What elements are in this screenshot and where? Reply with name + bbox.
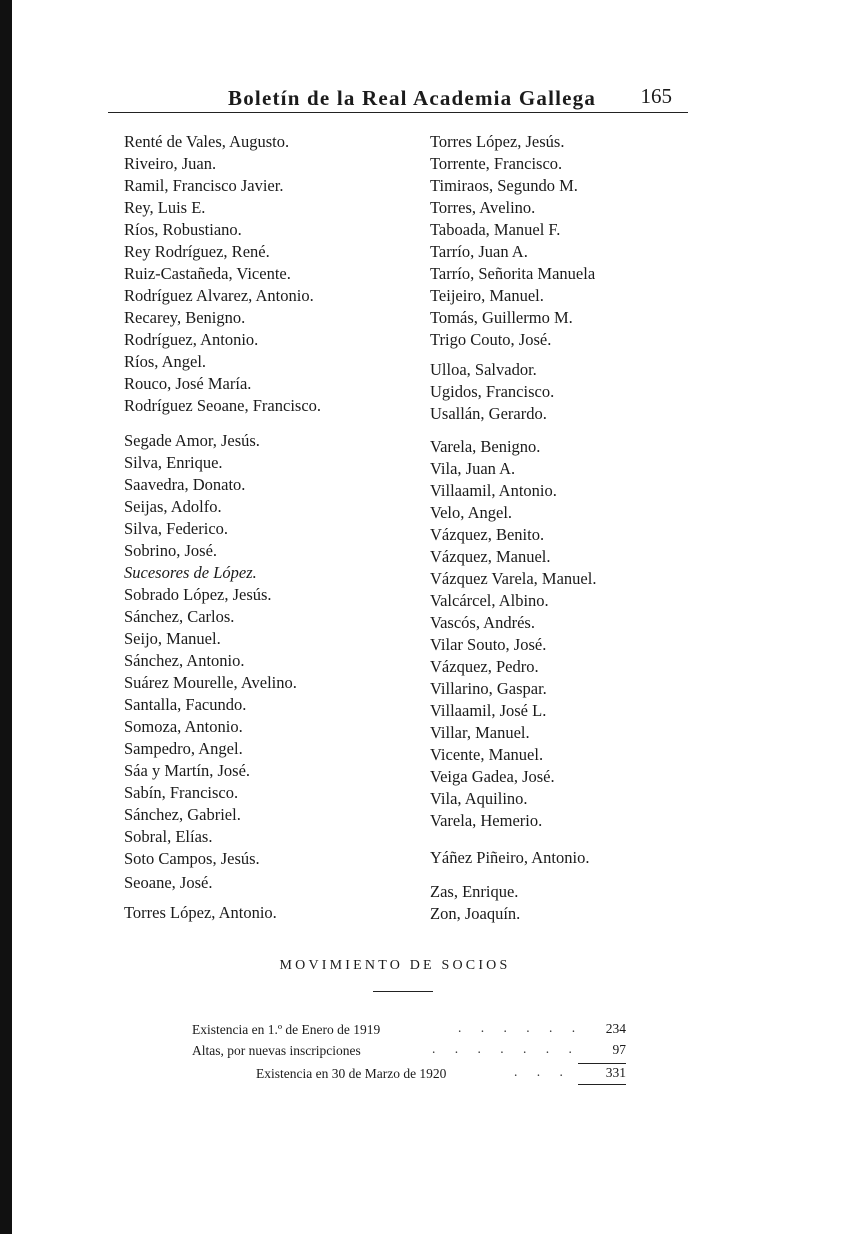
list-item: Rodríguez Alvarez, Antonio.: [124, 286, 314, 305]
list-item: Ríos, Angel.: [124, 352, 207, 371]
list-item: Riveiro, Juan.: [124, 154, 217, 173]
list-item: Zon, Joaquín.: [430, 904, 521, 923]
leader-dots: . . .: [514, 1064, 571, 1079]
page-edge-shadow: [0, 0, 12, 1234]
list-item: Seijas, Adolfo.: [124, 497, 222, 516]
list-item: Silva, Enrique.: [124, 453, 223, 472]
list-item: Veiga Gadea, José.: [430, 767, 555, 786]
list-item: Vila, Aquilino.: [430, 789, 528, 808]
list-item: Tarrío, Señorita Manuela: [430, 264, 596, 283]
list-item: Ríos, Robustiano.: [124, 220, 242, 239]
list-item: Ruiz-Castañeda, Vicente.: [124, 264, 291, 283]
list-item: Villaamil, José L.: [430, 701, 547, 720]
list-item: Teijeiro, Manuel.: [430, 286, 544, 305]
journal-title: Boletín de la Real Academia Gallega: [228, 86, 597, 110]
list-item: Silva, Federico.: [124, 519, 229, 538]
list-item: Sobral, Elías.: [124, 827, 213, 846]
list-item: Zas, Enrique.: [430, 882, 519, 901]
list-item: Santalla, Facundo.: [124, 695, 247, 714]
list-item: Varela, Hemerio.: [430, 811, 543, 830]
list-item: Soto Campos, Jesús.: [124, 849, 260, 868]
section-title: MOVIMIENTO DE SOCIOS: [279, 958, 511, 973]
list-item: Timiraos, Segundo M.: [430, 176, 578, 195]
sum-rule: [578, 1063, 626, 1064]
list-item: Suárez Mourelle, Avelino.: [124, 673, 297, 692]
list-item: Ramil, Francisco Javier.: [124, 176, 284, 195]
header-rule: [108, 112, 688, 113]
list-item: Valcárcel, Albino.: [430, 591, 549, 610]
list-item: Seijo, Manuel.: [124, 629, 221, 648]
list-item: Ugidos, Francisco.: [430, 382, 555, 401]
list-item: Segade Amor, Jesús.: [124, 431, 260, 450]
movement-label: Existencia en 30 de Marzo de 1920: [256, 1066, 447, 1081]
list-item: Villarino, Gaspar.: [430, 679, 547, 698]
list-item: Saavedra, Donato.: [124, 475, 246, 494]
movement-value: 331: [605, 1065, 626, 1080]
list-item: Somoza, Antonio.: [124, 717, 243, 736]
list-item: Rouco, José María.: [124, 374, 252, 393]
list-item: Vilar Souto, José.: [430, 635, 547, 654]
sum-rule: [578, 1084, 626, 1085]
list-item: Usallán, Gerardo.: [430, 404, 547, 423]
list-item: Sáa y Martín, José.: [124, 761, 251, 780]
movement-value: 234: [605, 1021, 626, 1036]
list-item: Yáñez Piñeiro, Antonio.: [430, 848, 590, 867]
list-item: Vázquez, Pedro.: [430, 657, 539, 676]
page-header: [108, 78, 688, 114]
leader-dots: . . . . . . .: [432, 1041, 580, 1056]
movement-label: Existencia en 1.º de Enero de 1919: [192, 1022, 381, 1037]
list-item: Torres López, Antonio.: [124, 903, 277, 922]
list-item: Renté de Vales, Augusto.: [124, 132, 290, 151]
list-item: Vila, Juan A.: [430, 459, 516, 478]
movement-value: 97: [612, 1042, 626, 1057]
list-item: Tomás, Guillermo M.: [430, 308, 573, 327]
list-item: Varela, Benigno.: [430, 437, 541, 456]
list-item: Vázquez, Manuel.: [430, 547, 551, 566]
list-item: Sampedro, Angel.: [124, 739, 243, 758]
section-rule: [373, 991, 433, 992]
list-item: Villaamil, Antonio.: [430, 481, 557, 500]
list-item: Sánchez, Antonio.: [124, 651, 245, 670]
list-item: Sucesores de López.: [124, 563, 257, 582]
list-item: Rey, Luis E.: [124, 198, 206, 217]
leader-dots: . . . . . .: [458, 1020, 584, 1035]
list-item: Sánchez, Gabriel.: [124, 805, 241, 824]
list-item: Vázquez Varela, Manuel.: [430, 569, 597, 588]
list-item: Torres, Avelino.: [430, 198, 536, 217]
list-item: Villar, Manuel.: [430, 723, 530, 742]
page-number: 165: [640, 84, 672, 108]
list-item: Torres López, Jesús.: [430, 132, 565, 151]
list-item: Vascós, Andrés.: [430, 613, 535, 632]
list-item: Trigo Couto, José.: [430, 330, 552, 349]
list-item: Rodríguez, Antonio.: [124, 330, 259, 349]
list-item: Rodríguez Seoane, Francisco.: [124, 396, 322, 415]
list-item: Vázquez, Benito.: [430, 525, 545, 544]
list-item: Sabín, Francisco.: [124, 783, 239, 802]
list-item: Sánchez, Carlos.: [124, 607, 235, 626]
movement-label: Altas, por nuevas inscripciones: [192, 1043, 361, 1058]
list-item: Ulloa, Salvador.: [430, 360, 537, 379]
list-item: Rey Rodríguez, René.: [124, 242, 270, 261]
list-item: Taboada, Manuel F.: [430, 220, 561, 239]
list-item: Tarrío, Juan A.: [430, 242, 528, 261]
list-item: Vicente, Manuel.: [430, 745, 544, 764]
list-item: Recarey, Benigno.: [124, 308, 246, 327]
list-item: Sobrado López, Jesús.: [124, 585, 272, 604]
list-item: Velo, Angel.: [430, 503, 513, 522]
list-item: Torrente, Francisco.: [430, 154, 563, 173]
list-item: Sobrino, José.: [124, 541, 218, 560]
list-item: Seoane, José.: [124, 873, 213, 892]
